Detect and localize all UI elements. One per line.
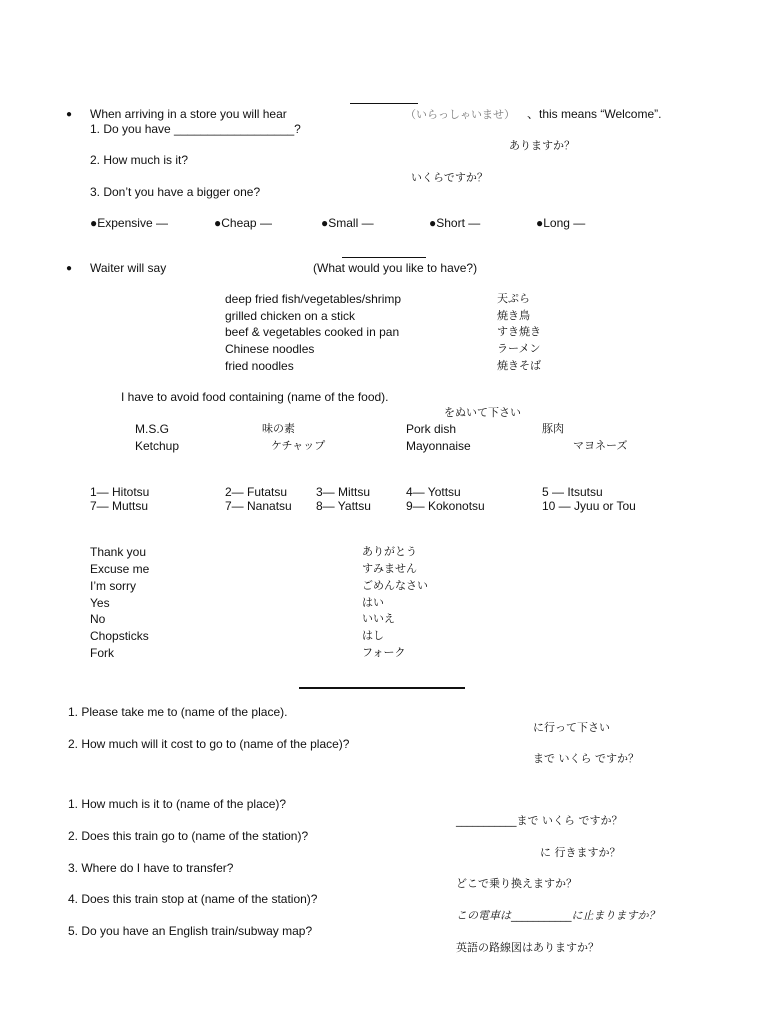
- train-question: 4. Does this train stop at (name of the station)?: [68, 892, 318, 906]
- count-item: 3— Mittsu: [316, 485, 371, 499]
- taxi-question: 2. How much will it cost to go to (name of the place)?: [68, 737, 350, 751]
- avoid-item-en: Mayonnaise: [406, 439, 471, 453]
- bullet: ●: [66, 263, 73, 274]
- dish-jp: 天ぷら: [497, 292, 530, 305]
- phrase-jp: ありがとう: [362, 545, 417, 558]
- dish-jp: 焼きそば: [497, 359, 541, 372]
- dish-jp: 焼き鳥: [497, 309, 530, 322]
- store-question-1: 1. Do you have __________________?: [90, 122, 301, 136]
- section-divider: [299, 687, 465, 689]
- taxi-jp: まで いくら ですか？: [533, 752, 639, 765]
- count-item: 8— Yattsu: [316, 499, 371, 513]
- avoid-item-en: Ketchup: [135, 439, 180, 453]
- count-item: 10 — Jyuu or Tou: [542, 499, 636, 513]
- dish-jp: すき焼き: [497, 325, 541, 338]
- phrase-en: Thank you: [90, 545, 147, 559]
- phrase-en: Yes: [90, 596, 110, 610]
- train-question: 2. Does this train go to (name of the station)?: [68, 829, 309, 843]
- welcome-meaning: 、this means “Welcome”.: [527, 107, 662, 121]
- avoid-sentence: I have to avoid food containing (name of the food).: [121, 390, 389, 404]
- bullet: ●: [66, 109, 73, 120]
- store-question-1-jp: ありますか？: [509, 139, 575, 152]
- waiter-question: (What would you like to have?): [313, 261, 478, 275]
- avoid-item-jp: ケチャップ: [271, 439, 326, 452]
- adjective-short: ●Short —: [429, 216, 481, 230]
- phrase-jp: いいえ: [362, 612, 395, 625]
- avoid-item-jp: 味の素: [262, 422, 295, 435]
- dish-en: Chinese noodles: [225, 342, 315, 356]
- avoid-item-jp: マヨネーズ: [573, 439, 628, 452]
- taxi-jp: に行って下さい: [533, 721, 610, 734]
- avoid-jp: をぬいて下さい: [444, 406, 521, 419]
- count-item: 4— Yottsu: [406, 485, 461, 499]
- train-jp: 英語の路線図はありますか？: [456, 941, 599, 954]
- avoid-item-en: M.S.G: [135, 422, 170, 436]
- phrase-jp: はい: [362, 596, 384, 609]
- train-jp: この電車は___________に止まりますか？: [456, 909, 660, 922]
- phrase-en: Fork: [90, 646, 114, 660]
- blank-line-waiter: [342, 257, 426, 258]
- count-item: 2— Futatsu: [225, 485, 288, 499]
- dish-en: fried noodles: [225, 359, 294, 373]
- phrase-jp: すみません: [362, 562, 417, 575]
- phrase-jp: フォーク: [362, 646, 406, 659]
- train-jp: ___________まで いくら ですか？: [456, 814, 623, 827]
- welcome-jp: （いらっしゃいませ）: [405, 108, 515, 121]
- dish-jp: ラーメン: [497, 342, 541, 355]
- phrase-en: Excuse me: [90, 562, 150, 576]
- count-item: 7— Muttsu: [90, 499, 149, 513]
- avoid-item-en: Pork dish: [406, 422, 457, 436]
- blank-line-welcome: [350, 103, 418, 104]
- train-question: 1. How much is it to (name of the place)?: [68, 797, 287, 811]
- train-question: 5. Do you have an English train/subway map?: [68, 924, 313, 938]
- train-question: 3. Where do I have to transfer?: [68, 861, 234, 875]
- dish-en: beef & vegetables cooked in pan: [225, 325, 400, 339]
- store-question-3: 3. Don’t you have a bigger one?: [90, 185, 261, 199]
- store-question-2: 2. How much is it?: [90, 153, 189, 167]
- train-jp: どこで乗り換えますか？: [456, 877, 577, 890]
- welcome-intro: When arriving in a store you will hear: [90, 107, 287, 121]
- store-question-2-jp: いくらですか？: [411, 171, 488, 184]
- dish-en: grilled chicken on a stick: [225, 309, 356, 323]
- train-jp: に 行きますか？: [540, 846, 621, 859]
- adjective-long: ●Long —: [536, 216, 586, 230]
- phrase-en: I’m sorry: [90, 579, 136, 593]
- dish-en: deep fried fish/vegetables/shrimp: [225, 292, 402, 306]
- count-item: 9— Kokonotsu: [406, 499, 485, 513]
- adjective-small: ●Small —: [321, 216, 374, 230]
- phrase-en: No: [90, 612, 106, 626]
- phrase-en: Chopsticks: [90, 629, 149, 643]
- adjective-cheap: ●Cheap —: [214, 216, 272, 230]
- count-item: 5 — Itsutsu: [542, 485, 603, 499]
- avoid-item-jp: 豚肉: [542, 422, 564, 435]
- count-item: 7— Nanatsu: [225, 499, 292, 513]
- taxi-question: 1. Please take me to (name of the place).: [68, 705, 288, 719]
- phrase-jp: ごめんなさい: [362, 579, 428, 592]
- adjective-expensive: ●Expensive —: [90, 216, 168, 230]
- waiter-intro: Waiter will say: [90, 261, 167, 275]
- phrase-jp: はし: [362, 629, 384, 642]
- count-item: 1— Hitotsu: [90, 485, 150, 499]
